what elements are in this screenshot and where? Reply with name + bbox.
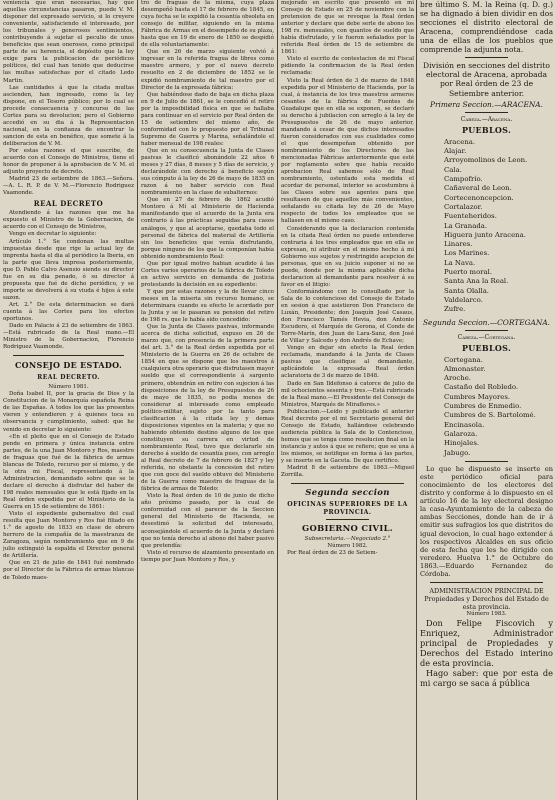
paragraph: bre último S. M. la Reina (q. D. g.) se ha dignado á bien dividir en dos secciones el distrito electoral de Aracena, comprendiéndose cada una de ellas de los pueblos que comprende la adjunta nota. [420, 0, 553, 54]
section-label: Segunda Seccion.—CORTEGANA. [422, 317, 551, 327]
town-item: Higuera junto Aracena. [444, 230, 526, 239]
town-item: Los Marines. [444, 249, 490, 258]
paragraph: Visto el expediente gubernativo del cual resulta que Juan Montoro y Ros fué filiado en 1.° de agosto de 1833 en clase de obrero herrero de la compañía de la maestranza de Zaragoza, según nombramiento que en 9 de julio extinguió la espalda el Director general de Artillería. [3, 511, 134, 560]
town-item: Alajar. [444, 147, 467, 156]
head-town: Cabeza.—Aracena. [460, 115, 513, 123]
town-item: Aracena. [444, 137, 476, 146]
column-1 [3, 0, 134, 800]
paragraph: Por Real órden de 23 de Setiem- [287, 550, 378, 557]
town-item: Cortecenoncepcion. [444, 193, 514, 202]
town-item: Aroche. [444, 374, 471, 383]
town-item: Encinasola. [444, 420, 485, 429]
town-item: Jabugo. [444, 448, 471, 457]
town-item: Cortegana. [444, 355, 483, 364]
divider [465, 330, 508, 331]
divider [291, 483, 404, 484]
paragraph: Que la Junta de Clases pasivas, informando acerca de dicha solicitud, expuso en 26 de marzo que, con presencia de la primera parte del art. 3.° de la Real órden expedida por el Ministerio de la Guerra en 26 de octubre de 1854 en que se dispone que los maestros á cualquiera otra operario que disfrutasen mayor sueldo que el correspondiente á sargento primero, obtendrán en retiro con sujecion á las disposiciones de la ley de Presupuestos de 26 de mayo de 1835, no podia menos de considerar al interesado como empleado político-militar, sujeto por la tanto para clasificacion á la citada ley y demas disposiciones vigentes en la materia; y que no habiendo obtenido destino alguno de los que constituyen su carrera en virtud de nombramiento Real, tuvo que declararle sin derecho á sueldo de cesantía pues, con arreglo al Real decreto de 7 de febrero de 1827 y ley referida, no obstante la concesion del retiro que con goce del sueldo obtuvo del Ministerio de la Guerra como maestro de fraguas de la fábrica de armas de Toledo: [141, 324, 274, 493]
paragraph: Que en su consecuencia la Junta de Clases pasivas le clasificó abonándole 22 años 6 meses y 27 días, 8 meses y 5 días de servicio, y declarándole con derecho á beneficio según sus cómputo á la ley de 26 de mayo de 1835 en razon á no haber servicio con Real nombramiento en la clase de subalternos: [141, 147, 274, 197]
divider [465, 57, 508, 58]
paragraph: Visto el recurso de alzamiento presentado en tiempo por Juan Montoro y Ros, y [141, 549, 274, 563]
town-item: Arroyomolinos de Leon. [444, 156, 528, 165]
town-item: Cala. [444, 165, 462, 174]
paragraph: Publicacion.—Leido y publicado el anterior Real decreto por el mi Secretario general del Consejo de Estado, hallándose celebrando audiencia pública la Sala de lo Contencioso, hemos que se tenga como resolucion final en la instancia y autos á que se refiere; que se una á los mismos, se notifique en forma á las partes, y se inserte en la Gaceta. De que certifico. [281, 408, 414, 465]
town-item: La Granada. [444, 221, 488, 230]
paragraph: Las cantidades á que la citada multas ascienden, han ingresado, como la ley dispone, en el Tesoro público; por lo cual se procede consecuencia y concurso de las Cortes para su devolucion; pero el Gobierno accedió en su dia á la Representacion nacional, en la confianza de encontrar la sancion de esta en benéfico, que somete á la deliberacion de V. M. [3, 84, 134, 147]
paragraph: Vengo en dejar sin efecto la Real órden reclamada, mandando á la Junta de Clases pasivas que clasifique al demandante, aplicándole la expresada Real órden aclaratoria de 3 de marzo de 1848. [281, 345, 414, 380]
signature-line: Madrid 8 de setiembre de 1863.—Miguel Zorrilla. [281, 465, 414, 479]
paragraph: Visto el escrito de contestacion de mi Fiscal pidiendo la confirmacion de la Real órden reclamada: [281, 56, 414, 77]
town-list [420, 138, 553, 315]
paragraph: Vengo en decretar lo siguiente: [9, 231, 97, 238]
article: Art. 2.° De esta determinacion se dará cuenta á las Cortes para los efectos oportunos. [3, 301, 134, 323]
paragraph: Conformándome con lo consultado por la Sala de lo contencioso del Consejo de Estado en sesion á que asistieron Don Francisco de Luxán, Presidente; don Joaquín José Casaus, don Francisco Tamés Hevia, don Antonio Escudero, el Marqués de Gerona, el Conde de Torre-Marín, don Juan de Lara-Sanz, don José de Villar y Salcedo y don Andrés de Echave; [281, 288, 414, 345]
column-4 [420, 0, 553, 800]
town-item: Castaño del Robledo. [444, 383, 519, 392]
paragraph: Visto la Real órden de 10 de junio de dicho año próximo pasado, por la cual de conformidad con el parecer de la Seccion general del Ministerio de Hacienda, se desestimó la solicitud del interesado, aconsejándole el acuerdo de la Junta y declaró que no tenía derecho al abono del haber pasivo que pretendía: [141, 493, 274, 549]
section-heading: GOBIERNO CIVIL. [302, 523, 393, 534]
town-item: Fuenteheridos. [444, 212, 497, 221]
town-item: Valdelarco. [444, 295, 483, 304]
paragraph: Don Felipe Fiscovich y Enriquez, Administrador principal de Propiedades y Derechos del Estado interino de esta provincia. [420, 618, 553, 669]
town-item: Cumbres de Enmedio. [444, 402, 522, 411]
paragraph: veniencia que eran necesarias, hay que aquellas circunstancias pasaron, puede V. M. disponer del expresado servicio, si lo creyere conveniente, satisfaciendo el interesado, por los tribunales y generosos sentimientos, contribuyendo á sujetar el peculio de unos beneficios que sean onerosos, como principal parte de su herencia, el depósito que la ley exige para la publicacion de periódicos políticos, del cual han tenido que deducirse las multas satisfechas por el citado Ledo Martin. [3, 0, 134, 84]
town-item: Santa Ana la Real. [444, 277, 509, 286]
town-item: Campofrío. [444, 175, 483, 184]
signature-line: Madrid 23 de setiembre de 1863.—Señora.—A. L. R. P. de V. M.—Florencio Rodriguez Vaamonde. [3, 176, 134, 197]
paragraph: Doña Isabel II, por la gracia de Dios y la Constitucion de la Monarquía española Reina de las Españas. A todos los que las presentes vieren y entendieren y á quienes toca su observancia y cumplimiento, sabed: que he venido en decretar lo siguiente: [3, 391, 134, 433]
paragraph: Que habiéndose dado de baja en dicha plaza en 9 de Julio de 1861, se le concedió el retiro por la imposibilidad física en que se hallaba para continuar en el servicio por Real órden de 15 de setiembre del mismo año, de conformidad con lo propuesto por el Tribunal Supremo de Guerra y Marina, señalándole el haber mensual de 198 reales: [141, 91, 274, 147]
divider [430, 582, 543, 583]
paragraph: Considerando que la declaracion contenida en la citada Real órden no puede entenderse contraria á los tres empleados que en ella se expresan, ni atribuir en el mismo hecho á mi Gobierno sus sujetos y restringido acepcion de personas, que en su juicio suponer si no se puede, donde por la misma aplicable dicha declaracion al demandante para resolver á su favor en el litigio: [281, 225, 414, 288]
article: Artículo 1.° Se condonan las multas impuestas desde que rige la actual ley de imprenta hasta el dia al periódico la Iberia, en la parte que lleva impresa posteriormente, que D. Pablo Calvo Asensio siendo su director fue en su dia penado, ó su director á propuesta que fué de dicho periódico, y se importe se devolverá á su viuda é hijos á este sazon. [3, 238, 134, 301]
divider [326, 519, 369, 520]
decree-number: Número 1981. [48, 384, 89, 391]
town-item: Hinojales. [444, 439, 480, 448]
section-label: Primera Seccion.—ARACENA. [429, 99, 543, 109]
paragraph: Dado en San Ildefonso á catorce de julio de mil ochocientos sesenta y tres.—Está rubricado de la Real mano.—El Presidente del Consejo de Ministros, Marqués de Miraflores.» [281, 380, 414, 408]
paragraph: Hago saber: que por esta de mi cargo se saca á pública [420, 668, 553, 689]
paragraph: Lo que he dispuesto se inserte en este periódico oficial para conocimiento de los electores del distrito y conforme á lo dispuesto en el artículo 16 de la ley electoral designo la casa-Ayuntamiento de la cabeza de ambas Secciones, donde han de ir á emitir sus sufragios los que distritos de igual devocion, lo cual hago extender á los respectivos Alcaldes en sus oficio de esta fecha que les he dirigido con veredero. Huelva 1.° de Octubre de 1863.—Eduardo Fernandez de Córdoba. [420, 464, 553, 579]
town-item: Puerto moral. [444, 268, 493, 277]
paragraph: Que en 26 de marzo siguiente volvió á ingresar en la referida fragua de libres como maestro armero, y por el nuevo decreto resuelto en 2 de diciembre de 1852 se le expidió nombramiento de tal maestro por el Director de la expresada fábrica: [141, 49, 274, 91]
subsection-heading: OFICINAS SUPERIORES DE LA [287, 501, 408, 509]
town-list [420, 356, 553, 458]
divider [13, 355, 124, 356]
paragraph: Que en 27 de febrero de 1862 acudió Montoro á Mí al Ministerio de Hacienda manifestando que el acuerdo de la Junta era contrario á las prácticas seguidas para casos análogos, y que al aceptarse, quedaba todo el personal de fábrica del material de Artillería sin los beneficios que venía disfrutando, porque ninguno de los que la componían había obtenido nombramiento Real: [141, 197, 274, 260]
town-item: Zufre. [444, 305, 466, 314]
list-heading: PUEBLOS. [461, 342, 512, 353]
section-heading: ADMINISTRACION PRINCIPAL DE Propiedades y Derechos del Estado de esta provincia. [424, 587, 549, 612]
subsection-heading: PROVINCIA. [323, 508, 372, 516]
column-rule [277, 0, 278, 800]
town-item: Almonaster. [444, 364, 486, 373]
column-rule [416, 0, 417, 800]
town-item: Cumbres Mayores. [444, 392, 511, 401]
town-item: Cumbres de S. Bartolomé. [444, 411, 536, 420]
section-heading: CONSEJO DE ESTADO. [14, 360, 123, 371]
town-item: La Nava. [444, 258, 476, 267]
divider [465, 461, 508, 462]
head-town: Cabeza.—Cortegana. [457, 333, 516, 341]
town-item: Cañaveral de Leon. [444, 184, 512, 193]
town-item: Cortalazor. [444, 202, 483, 211]
subheading: Subsecretaria.—Negociado 2.° [304, 536, 391, 543]
town-item: Galaroza. [444, 429, 478, 438]
order-number: Número 1983. [466, 611, 507, 618]
column-3 [281, 0, 414, 800]
subsection-heading: REAL DECRETO. [37, 374, 100, 382]
section-heading: REAL DECRETO [33, 199, 104, 209]
paragraph: Atendiendo á las razones que me ha expuesto el Ministro de la Gobernacion, de acuerdo con el Consejo de Ministros, [3, 210, 134, 231]
paragraph: Que por igual motivo habian acudido á las Cortes varios operarios de la fábrica de Toledo en activo servicio en demanda de justicia protestando la decisión en su expediente: [141, 260, 274, 288]
signature-line: Dado en Palacio á 23 de setiembre de 1863.—Está rubricado de la Real mano.—El Ministro de la Gobernacion, Florencio Rodriguez Vaamonde. [3, 323, 134, 351]
division-title: División en secciones del distrito electoral de Aracena, aprobada por Real órden de 23 de Setiembre anterior. [423, 61, 550, 98]
order-number: Número 1982. [327, 543, 368, 550]
section-heading: Segunda seccion [305, 488, 390, 499]
paragraph: Que en 21 de julio de 1841 fué nombrado por el Director de la Fábrica de armas blancas de Toledo maes- [3, 560, 134, 581]
divider [465, 112, 508, 113]
town-item: Santa Olalla. [444, 286, 490, 295]
paragraph: Y que por estas razones y la de llevar cinco meses en la miseria sin recurso humano, se determinara cuando su efecto le acordado por la Junta y se le pasaran su pension del retiro de 198 rs. que le había sido concedido: [141, 288, 274, 324]
paragraph: «En el pleito que en el Consejo de Estado pende en primera y única instancia entre partes, de la una Juan Montoro y Ros, maestro de fraguas que fué de la fábrica de armas blancas de Toledo, recurso por sí mismo, y de la otra mi Fiscal, representando á la Administracion, demandado sobre que se le declare el derecho á disfrutar del haber de 198 reales mensuales que le está fijado en la Real órden expedida por el Ministerio de la Guerra en 15 de setiembre de 1861: [3, 433, 134, 511]
paragraph: Por estas razones el que suscribe, de acuerdo con el Consejo de Ministros, tiene el honor de proponer á la aprobacion de V. M. el adjunto proyecto de decreto. [3, 147, 134, 176]
paragraph: mejorado en escrito que presentó en mi Consejo de Estado en 25 de noviembre con la pretension de que se revoque la Real órden anterior y declare que debe serle de abono los 198 rs. mensuales, con quantos de sueldo que había disfrutado, y le fueron señalados por la referida Real órden de 15 de setiembre de 1861: [281, 0, 414, 56]
paragraph: tro de fraguas de la misma, cuya plaza desempeñó hasta el 17 de febrero de 1845, en cuya fecha se le expidió la cesantía obsoleta en consejo de militar, siguiendo en la misma Fábrica de Armas en el desempeño de su plaza, hasta que en 19 de enero de 1850 se despidió de ella voluntariamente: [141, 0, 274, 49]
list-heading: PUEBLOS. [461, 124, 512, 135]
paragraph: Visto la Real órden de 3 de marzo de 1848 expedida por el Ministerio de Hacienda, por la cual, á instancia de los tres maestros armeros cesantes de la fábrica de Fuentes de Guadalupe que en ella se exponen, se declaró su derecho á jubilacion con arreglo á la ley de Presupuestos de 26 de mayo anterior, mandando á cesar de que dichos interesados fueron considerados con sus cualidades como el que desempeñan obtenido por nombramiento de los Directores de las mencionadas Fábricas anteriormente que esté por reglamento sobre que había recaído aprobacion Real sabemos sólo de Real nombramiento, ostentado esta medida el acordar de personal, interior se acostumbra á las Clases sobre sus agentes para que resultasen de que aquellos más convenientes, señalando su citada ley de 26 de Mayo respecto de todos los empleados que se hallasen en el mismo caso. [281, 77, 414, 225]
town-item: Linares. [444, 240, 473, 249]
column-rule [137, 0, 138, 800]
column-2 [141, 0, 274, 800]
